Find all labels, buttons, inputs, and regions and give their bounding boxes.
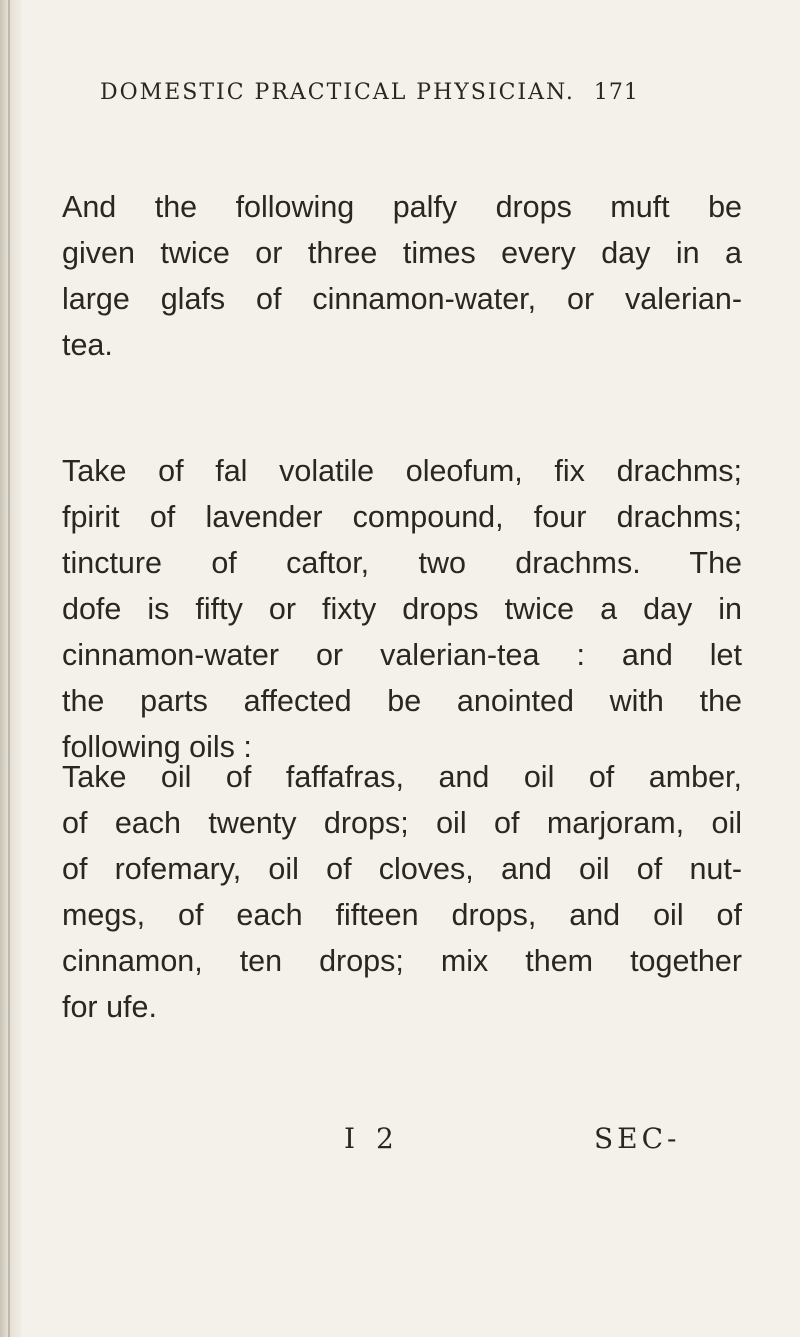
page-binding-line — [8, 0, 10, 1337]
running-head-title: DOMESTIC PRACTICAL PHYSICIAN. — [100, 80, 575, 105]
text-line: the parts affected be anointed with the — [62, 684, 742, 718]
text-line: cinnamon-water or valerian-tea : and let — [62, 638, 742, 672]
paragraph-palsy-drops — [62, 184, 742, 368]
text-line: large glafs of cinnamon-water, or valerian- — [62, 282, 742, 316]
paragraph-recipe-oils — [62, 754, 742, 1030]
text-line: tincture of caftor, two drachms. The — [62, 546, 742, 580]
running-head — [100, 80, 740, 105]
text-line: following oils : — [62, 730, 252, 764]
page-binding-edge — [0, 0, 22, 1337]
text-line: given twice or three times every day in a — [62, 236, 742, 270]
text-line: And the following palfy drops muft be — [62, 190, 742, 224]
text-line: of rofemary, oil of cloves, and oil of nut- — [62, 852, 742, 886]
text-line: of each twenty drops; oil of marjoram, oil — [62, 806, 742, 840]
text-line: dofe is fifty or fixty drops twice a day in — [62, 592, 742, 626]
text-line: for ufe. — [62, 990, 157, 1024]
text-line: cinnamon, ten drops; mix them together — [62, 944, 742, 978]
catchword: SEC- — [594, 1122, 681, 1155]
text-line: megs, of each fifteen drops, and oil of — [62, 898, 742, 932]
signature-mark: I 2 — [344, 1122, 400, 1155]
page-number: 171 — [593, 80, 639, 105]
paragraph-recipe-drachms — [62, 448, 742, 770]
text-line: Take of fal volatile oleofum, fix drachms; — [62, 454, 742, 488]
text-line: tea. — [62, 328, 113, 362]
text-line: fpirit of lavender compound, four drachms; — [62, 500, 742, 534]
text-line: Take oil of faffafras, and oil of amber, — [62, 760, 742, 794]
